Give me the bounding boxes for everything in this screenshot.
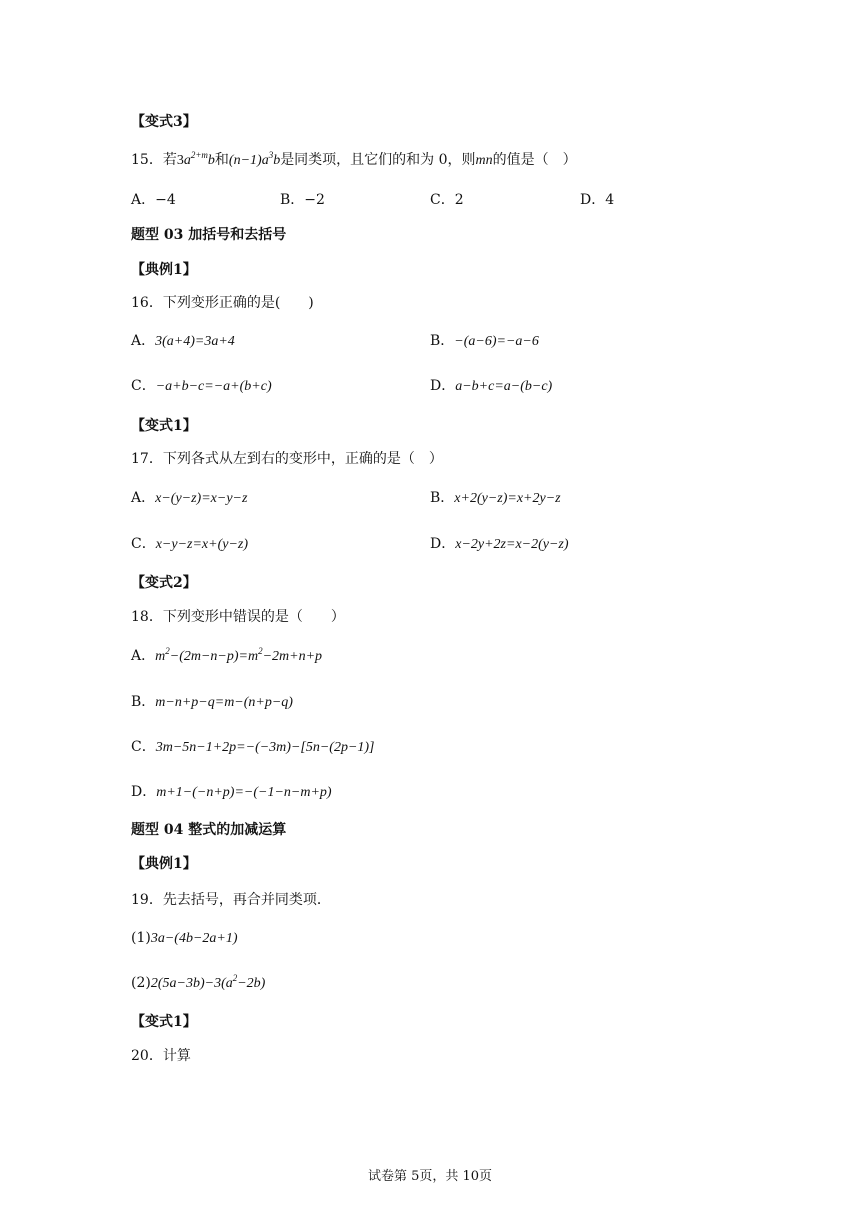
exponent: 2 (165, 646, 170, 656)
option-a (131, 331, 235, 352)
expr: x+2(y−z)=x+2y−z (454, 491, 561, 506)
label: C． (131, 536, 156, 552)
var: b (207, 153, 215, 168)
page-footer: 试卷第 5页，共 10页 (367, 1169, 493, 1184)
option-a (131, 646, 322, 667)
question-18-stem: 18．下列变形中错误的是（ ） (131, 609, 345, 625)
question-20-stem: 20．计算 (131, 1048, 191, 1064)
label: B． (430, 490, 455, 506)
expr: −(2m−n−p)=m (169, 649, 259, 664)
var: mn (475, 153, 493, 168)
text: 和 (214, 152, 229, 168)
option-c: C．2 (430, 192, 464, 208)
option-d: D．4 (580, 192, 615, 208)
var: b (273, 153, 281, 168)
expr: 2(5a−3b)−3(a (150, 976, 233, 991)
question-number: 15．若 (131, 152, 177, 168)
expr: a−b+c=a−(b−c) (455, 379, 553, 394)
variant-tag: 【变式1】 (131, 1014, 197, 1030)
expr: 3m−5n−1+2p=−(−3m)−[5n−(2p−1)] (155, 740, 375, 755)
text: 的值是（ ） (492, 152, 577, 168)
var: a (261, 153, 269, 168)
variant-tag: 【变式1】 (131, 418, 197, 434)
option-b (430, 331, 539, 352)
option-b (131, 692, 293, 713)
sub-question-1 (131, 928, 238, 949)
var: a (183, 153, 191, 168)
label: C． (131, 378, 156, 394)
example-tag: 【典例1】 (131, 856, 197, 872)
label: (2) (131, 975, 151, 991)
expr: m+1−(−n+p)=−(−1−n−m+p) (156, 785, 332, 800)
expr: −a+b−c=−a+(b+c) (155, 379, 272, 394)
exponent: 3 (268, 150, 274, 160)
coef: 3 (176, 153, 184, 168)
label: D． (430, 536, 456, 552)
option-a (131, 488, 247, 509)
expr: x−2y+2z=x−2(y−z) (455, 537, 569, 552)
question-15-stem (131, 150, 577, 171)
exponent: 2 (258, 646, 263, 656)
label: A． (131, 333, 156, 349)
option-b (430, 488, 561, 509)
option-d (430, 376, 552, 397)
exponent: 2+m (190, 150, 208, 160)
label: C． (131, 739, 156, 755)
text: 是同类项，且它们的和为 0，则 (280, 152, 476, 168)
label: D． (131, 784, 157, 800)
option-c (131, 534, 248, 555)
expr: (n−1) (228, 153, 262, 168)
option-b: B．−2 (280, 192, 325, 208)
expr: 3a−(4b−2a+1) (150, 931, 238, 946)
expr: −(a−6)=−a−6 (454, 334, 539, 349)
var: m (155, 649, 166, 664)
label: B． (430, 333, 455, 349)
expr: −2b) (237, 976, 266, 991)
label: A． (131, 648, 156, 664)
expr: m−n+p−q=m−(n+p−q) (155, 695, 293, 710)
question-19-stem: 19．先去括号，再合并同类项． (131, 892, 331, 908)
question-16-stem: 16．下列变形正确的是( ) (131, 295, 314, 311)
label: B． (131, 694, 156, 710)
section-title: 题型 03 加括号和去括号 (131, 227, 287, 243)
label: D． (430, 378, 456, 394)
option-d (430, 534, 569, 555)
option-c (131, 376, 272, 397)
variant-tag: 【变式2】 (131, 575, 197, 591)
option-c (131, 737, 375, 758)
expr: 3(a+4)=3a+4 (155, 334, 235, 349)
section-title: 题型 04 整式的加减运算 (131, 822, 287, 838)
label: A． (131, 490, 156, 506)
label: (1) (131, 930, 151, 946)
variant-tag: 【变式3】 (131, 114, 197, 130)
expr: x−(y−z)=x−y−z (155, 491, 248, 506)
option-a: A．−4 (131, 192, 176, 208)
expr: x−y−z=x+(y−z) (155, 537, 249, 552)
example-tag: 【典例1】 (131, 262, 197, 278)
sub-question-2 (131, 973, 265, 994)
option-d (131, 782, 332, 803)
question-17-stem: 17．下列各式从左到右的变形中，正确的是（ ） (131, 451, 443, 467)
expr: −2m+n+p (262, 649, 323, 664)
exponent: 2 (232, 973, 238, 983)
